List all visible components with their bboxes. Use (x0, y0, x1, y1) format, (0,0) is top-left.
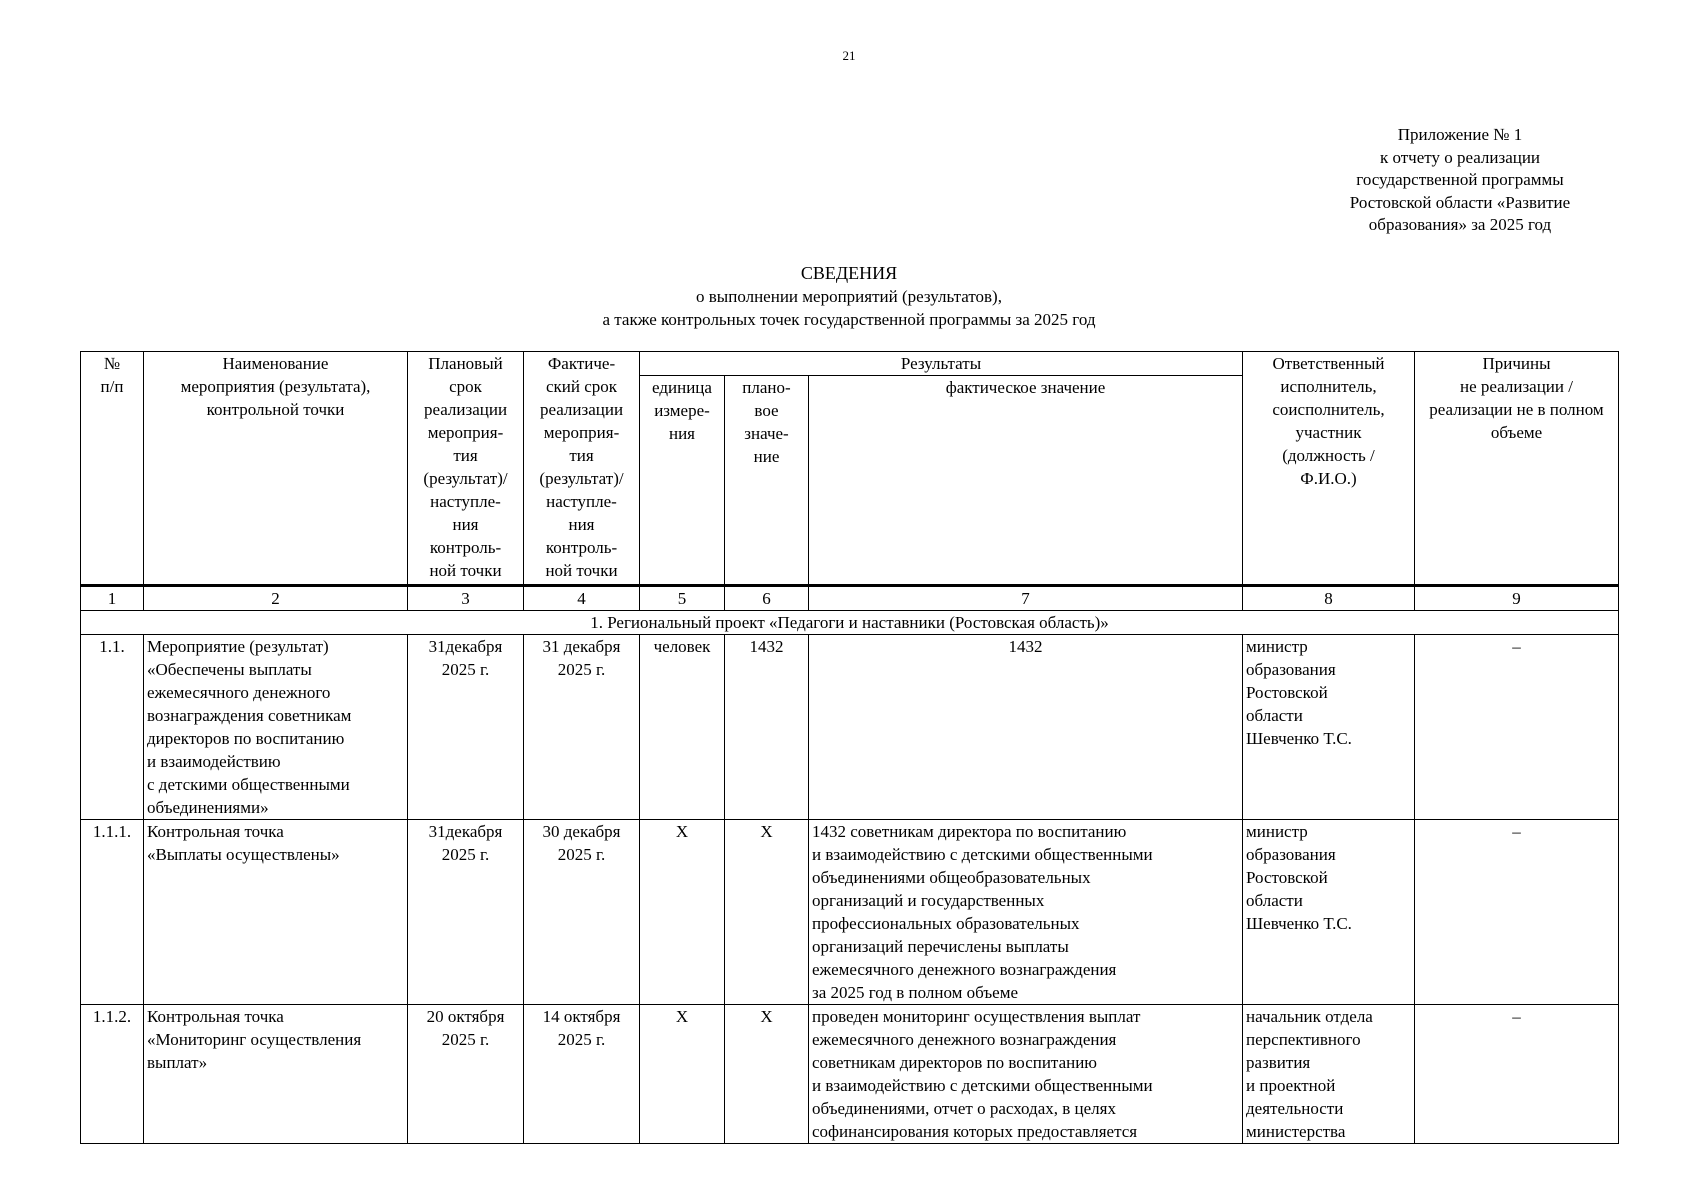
cell-plan-term: 31декабря 2025 г. (408, 820, 524, 1005)
table-row (81, 635, 1619, 820)
annex-line: Ростовской области «Развитие (1349, 192, 1571, 212)
cell-name: Контрольная точка «Мониторинг осуществления выплат» (144, 1005, 408, 1144)
cell-fact-value: проведен мониторинг осуществления выплат ежемесячного денежного вознаграждения советникам директоров по воспитанию и взаимодействию с детскими общественными объединениями, отчет о расходах, в целях софинансирования которых предоставляется (809, 1005, 1243, 1144)
cell-num: 1.1. (81, 635, 144, 820)
column-number: 7 (809, 586, 1243, 611)
annex-line: к отчету о реализации (1379, 147, 1541, 167)
header-results: Результаты (640, 352, 1243, 376)
header-fact-value: фактическое значение (809, 376, 1243, 586)
section-title: 1. Региональный проект «Педагоги и наставники (Ростовская область)» (81, 611, 1619, 635)
column-number: 4 (524, 586, 640, 611)
header-fact-term: Фактиче- ский срок реализации мероприя- тия (результат)/ наступле- ния контроль- ной точки (524, 352, 640, 586)
cell-fact-term: 30 декабря 2025 г. (524, 820, 640, 1005)
cell-fact-value: 1432 (809, 635, 1243, 820)
cell-reasons: – (1415, 1005, 1619, 1144)
cell-name: Контрольная точка «Выплаты осуществлены» (144, 820, 408, 1005)
table-row (81, 820, 1619, 1005)
column-number: 8 (1243, 586, 1415, 611)
header-plan-term: Плановый срок реализации мероприя- тия (результат)/ наступле- ния контроль- ной точки (408, 352, 524, 586)
cell-responsible: министр образования Ростовской области Шевченко Т.С. (1243, 820, 1415, 1005)
document-title: СВЕДЕНИЯ (800, 263, 898, 283)
column-number: 5 (640, 586, 725, 611)
cell-responsible: министр образования Ростовской области Шевченко Т.С. (1243, 635, 1415, 820)
column-numbers-row (81, 586, 1619, 611)
annex-line: образования» за 2025 год (1368, 215, 1552, 234)
report-table (80, 351, 1619, 1144)
annex-line: государственной программы (1356, 170, 1564, 189)
annex-line: Приложение № 1 (1397, 125, 1523, 144)
cell-unit: X (640, 820, 725, 1005)
cell-plan-value: 1432 (725, 635, 809, 820)
table-row (81, 1005, 1619, 1144)
document-heading (0, 262, 1698, 331)
header-row (81, 352, 1619, 376)
cell-plan-value: X (725, 820, 809, 1005)
cell-unit: X (640, 1005, 725, 1144)
cell-responsible: начальник отдела перспективного развития и проектной деятельности министерства (1243, 1005, 1415, 1144)
cell-fact-term: 14 октября 2025 г. (524, 1005, 640, 1144)
page-number: 21 (842, 48, 856, 63)
header-responsible: Ответственный исполнитель, соисполнитель, участник (должность / Ф.И.О.) (1243, 352, 1415, 586)
document-subtitle-line: а также контрольных точек государственной программы за 2025 год (602, 310, 1096, 329)
cell-plan-value: X (725, 1005, 809, 1144)
cell-num: 1.1.1. (81, 820, 144, 1005)
cell-plan-term: 31декабря 2025 г. (408, 635, 524, 820)
cell-fact-value: 1432 советникам директора по воспитанию и взаимодействию с детскими общественными объединениями общеобразовательных организаций и государственных профессиональных образовательных организаций перечислены выплаты ежемесячного денежного вознаграждения за 2025 год в полном объеме (809, 820, 1243, 1005)
cell-unit: человек (640, 635, 725, 820)
cell-fact-term: 31 декабря 2025 г. (524, 635, 640, 820)
cell-plan-term: 20 октября 2025 г. (408, 1005, 524, 1144)
cell-name: Мероприятие (результат) «Обеспечены выплаты ежемесячного денежного вознаграждения советникам директоров по воспитанию и взаимодействию с детскими общественными объединениями» (144, 635, 408, 820)
cell-reasons: – (1415, 820, 1619, 1005)
header-reasons: Причины не реализации / реализации не в полном объеме (1415, 352, 1619, 586)
cell-reasons: – (1415, 635, 1619, 820)
column-number: 9 (1415, 586, 1619, 611)
header-unit: единица измере- ния (640, 376, 725, 586)
header-name: Наименование мероприятия (результата), контрольной точки (144, 352, 408, 586)
column-number: 2 (144, 586, 408, 611)
header-plan-value: плано- вое значе- ние (725, 376, 809, 586)
header-num: № п/п (81, 352, 144, 586)
column-number: 3 (408, 586, 524, 611)
annex-block (1300, 124, 1620, 237)
section-row (81, 611, 1619, 635)
column-number: 1 (81, 586, 144, 611)
column-number: 6 (725, 586, 809, 611)
document-subtitle-line: о выполнении мероприятий (результатов), (696, 287, 1002, 306)
cell-num: 1.1.2. (81, 1005, 144, 1144)
